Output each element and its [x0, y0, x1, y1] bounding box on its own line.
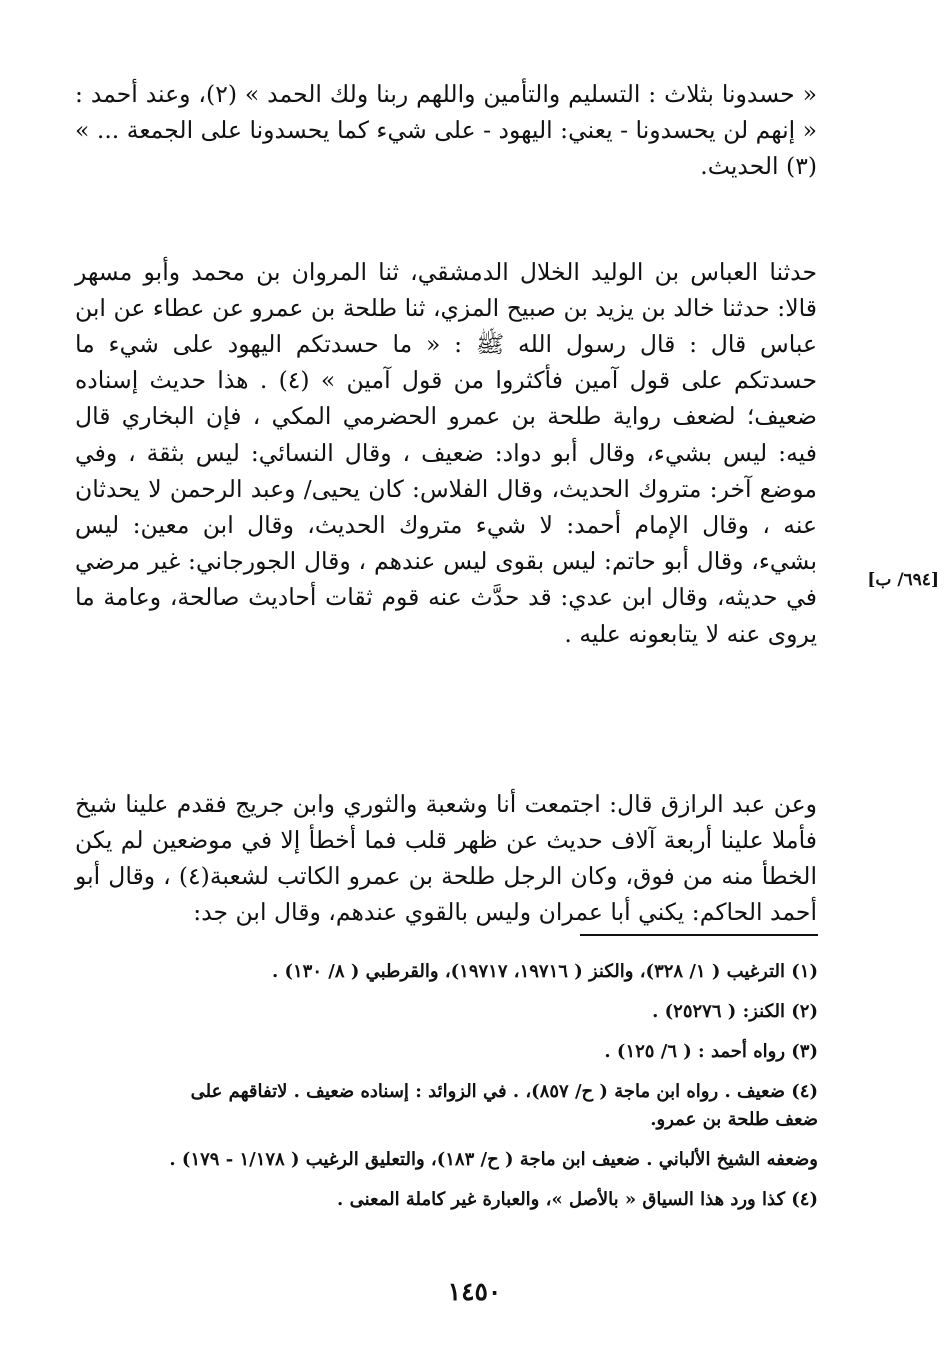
manuscript-folio-note: [٦٩٤/ ب]	[867, 570, 939, 590]
footnote-2: (٢) الكنز: ( ٢٥٢٧٦) .	[652, 1001, 818, 1022]
footnote-4-continuation: وضعفه الشيخ الألباني . ضعيف ابن ماجة ( ح/ ١٨٣)، والتعليق الرغيب ( ١/١٧٨ - ١٧٩) .	[169, 1149, 818, 1170]
paragraph-1: « حسدونا بثلاث : التسليم والتأمين واللهم ربنا ولك الحمد » (٢)، وعند أحمد : « إنهم لن يحسدونا - يعني: اليهود - على شيء كما يحسدونا على الجمعة ... » (٣) الحديث.	[75, 79, 817, 180]
footnote-3: (٣) رواه أحمد : ( ٦/ ١٢٥) .	[604, 1041, 818, 1062]
footnote-4: (٤) ضعيف . رواه ابن ماجة ( ح/ ٨٥٧)، . في الزوائد : إسناده ضعيف . لاتفاقهم على ضعف طلحة بن عمرو.	[190, 1081, 818, 1130]
footnote-1: (١) الترغيب ( ١/ ٣٢٨)، والكنز ( ١٩٧١٦، ١٩٧١٧)، والقرطبي ( ٨/ ١٣٠) .	[271, 961, 818, 982]
page-number: ١٤٥٠	[447, 1277, 502, 1306]
paragraph-3: وعن عبد الرازق قال: اجتمعت أنا وشعبة والثوري وابن جريج فقدم علينا شيخ فأملا علينا أربعة آلاف حديث عن ظهر قلب فما أخطأ إلا في موضعين لم يكن الخطأ منه من فوق، وكان الرجل طلحة بن عمرو الكاتب لشعبة(٤) ، وقال أبو أحمد الحاكم: يكني أبا عمران وليس بالقوي عندهم، وقال ابن جد:	[75, 789, 817, 927]
paragraph-2: حدثنا العباس بن الوليد الخلال الدمشقي، ثنا المروان بن محمد وأبو مسهر قالا: حدثنا خالد بن يزيد بن صبيح المزي، ثنا طلحة بن عمرو عن عطاء عن ابن عباس قال : قال رسول الله ﷺ : « ما حسدتكم اليهود على شيء ما حسدتكم على قول آمين فأكثروا من قول آمين » (٤) . هذا حديث إسناده ضعيف؛ لضعف رواية طلحة بن عمرو الحضرمي المكي ، فإن البخاري قال فيه: ليس بشيء، وقال أبو دواد: ضعيف ، وقال النسائي: ليس بثقة ، وفي موضع آخر: متروك الحديث، وقال الفلاس: كان يحيى/ وعبد الرحمن لا يحدثان عنه ، وقال الإمام أحمد: لا شيء متروك الحديث، وقال ابن معين: ليس بشيء، وقال أبو حاتم: ليس بقوى ليس عندهم ، وقال الجورجاني: غير مرضي في حديثه، وقال ابن عدي: قد حدَّث عنه قوم ثقات أحاديث صالحة، وعامة ما يروى عنه لا يتابعونه عليه .	[75, 257, 817, 648]
footnotes	[150, 958, 818, 1226]
footnote-4b: (٤) كذا ورد هذا السياق « بالأصل »، والعبارة غير كاملة المعنى .	[337, 1189, 818, 1210]
footnote-separator	[580, 934, 818, 936]
